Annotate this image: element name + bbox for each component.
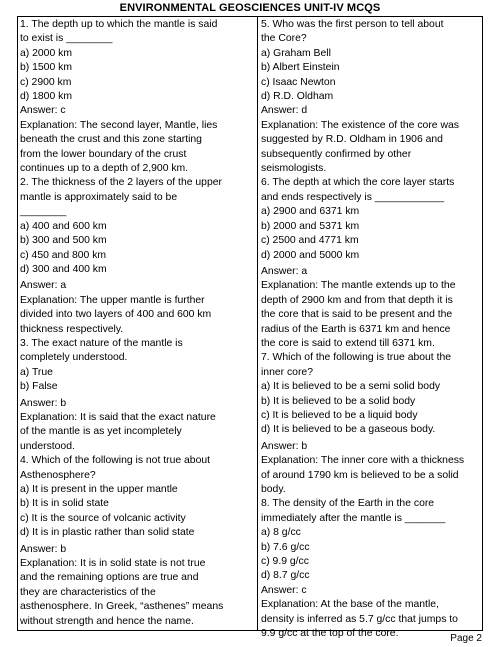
question-7 [261,351,481,497]
answer-key: Answer: d [261,105,308,117]
question-text: 4. Which of the following is not true about Asthenosphere? [20,455,211,481]
left-column [20,18,254,629]
answer-key: Answer: a [20,280,67,292]
answer-key: Answer: b [261,440,308,452]
explanation: Explanation: It is said that the exact nature of the mantle is as yet incompletely understood. [20,411,216,452]
question-5 [261,18,481,176]
explanation: Explanation: The mantle extends up to the depth of 2900 km and from that depth it is the core that is said to be present and the radius of the Earth is 6371 km and hence the core is said to extend till 6371 km. [261,280,456,349]
question-text: 2. The thickness of the 2 layers of the upper mantle is approximately said to be ________ [20,177,222,218]
right-column [261,18,481,641]
question-4 [20,454,254,629]
answer-key: Answer: c [20,105,66,117]
answer-key: Answer: a [261,265,308,277]
explanation: Explanation: The upper mantle is further divided into two layers of 400 and 600 km thickness respectively. [20,294,212,335]
question-text: 7. Which of the following is true about the inner core? [261,352,452,378]
explanation: Explanation: The existence of the core was suggested by R.D. Oldham in 1906 and subsequently confirmed by other seismologists. [261,119,459,175]
question-2 [20,176,254,336]
answer-options: a) 8 g/cc b) 7.6 g/cc c) 9.9 g/cc d) 8.7 g/cc [261,527,310,582]
question-text: 1. The depth up to which the mantle is said to exist is ________ [20,19,218,45]
answer-key: Answer: c [261,584,307,596]
question-1 [20,18,254,176]
question-3 [20,337,254,454]
explanation: Explanation: The inner core with a thickness of around 1790 km is believed to be a solid body. [261,455,465,495]
page-number: Page 2 [450,633,482,644]
answer-key: Answer: b [20,543,67,555]
answer-options: a) 2000 km b) 1500 km c) 2900 km d) 1800 km [20,47,72,103]
explanation: Explanation: The second layer, Mantle, lies beneath the crust and this zone starting from the lower boundary of the crust continues up to a depth of 2,900 km. [20,119,218,175]
question-text: 6. The depth at which the core layer starts and ends respectively is ____________ [261,177,455,203]
question-text: 8. The density of the Earth in the core immediately after the mantle is _______ [261,498,446,524]
question-text: 3. The exact nature of the mantle is completely understood. [20,337,183,364]
explanation: Explanation: At the base of the mantle, density is inferred as 5.7 g/cc that jumps to 9.9 g/cc at the top of the core. [261,599,458,640]
answer-options: a) Graham Bell b) Albert Einstein c) Isaac Newton d) R.D. Oldham [261,47,340,103]
question-text: 5. Who was the first person to tell about the Core? [261,19,444,45]
page-title: ENVIRONMENTAL GEOSCIENCES UNIT-IV MCQS [119,2,381,14]
answer-options: a) 400 and 600 km b) 300 and 500 km c) 450 and 800 km d) 300 and 400 km [20,220,107,275]
column-divider [257,16,258,631]
question-6 [261,176,481,351]
answer-key: Answer: b [20,397,67,409]
answer-options: a) True b) False [20,366,58,393]
explanation: Explanation: It is in solid state is not true and the remaining options are true and they are characteristics of the asthenosphere. In Greek, “asthenes” means without strength and hence the name. [20,558,224,627]
answer-options: a) It is believed to be a semi solid body b) It is believed to be a solid body c) It is believed to be a liquid body d) It is believed to be a gaseous body. [261,381,441,436]
answer-options: a) 2900 and 6371 km b) 2000 and 5371 km c) 2500 and 4771 km d) 2000 and 5000 km [261,206,360,261]
question-8 [261,497,481,641]
answer-options: a) It is present in the upper mantle b) It is in solid state c) It is the source of volcanic activity d) It is in plastic rather than solid state [20,484,195,539]
